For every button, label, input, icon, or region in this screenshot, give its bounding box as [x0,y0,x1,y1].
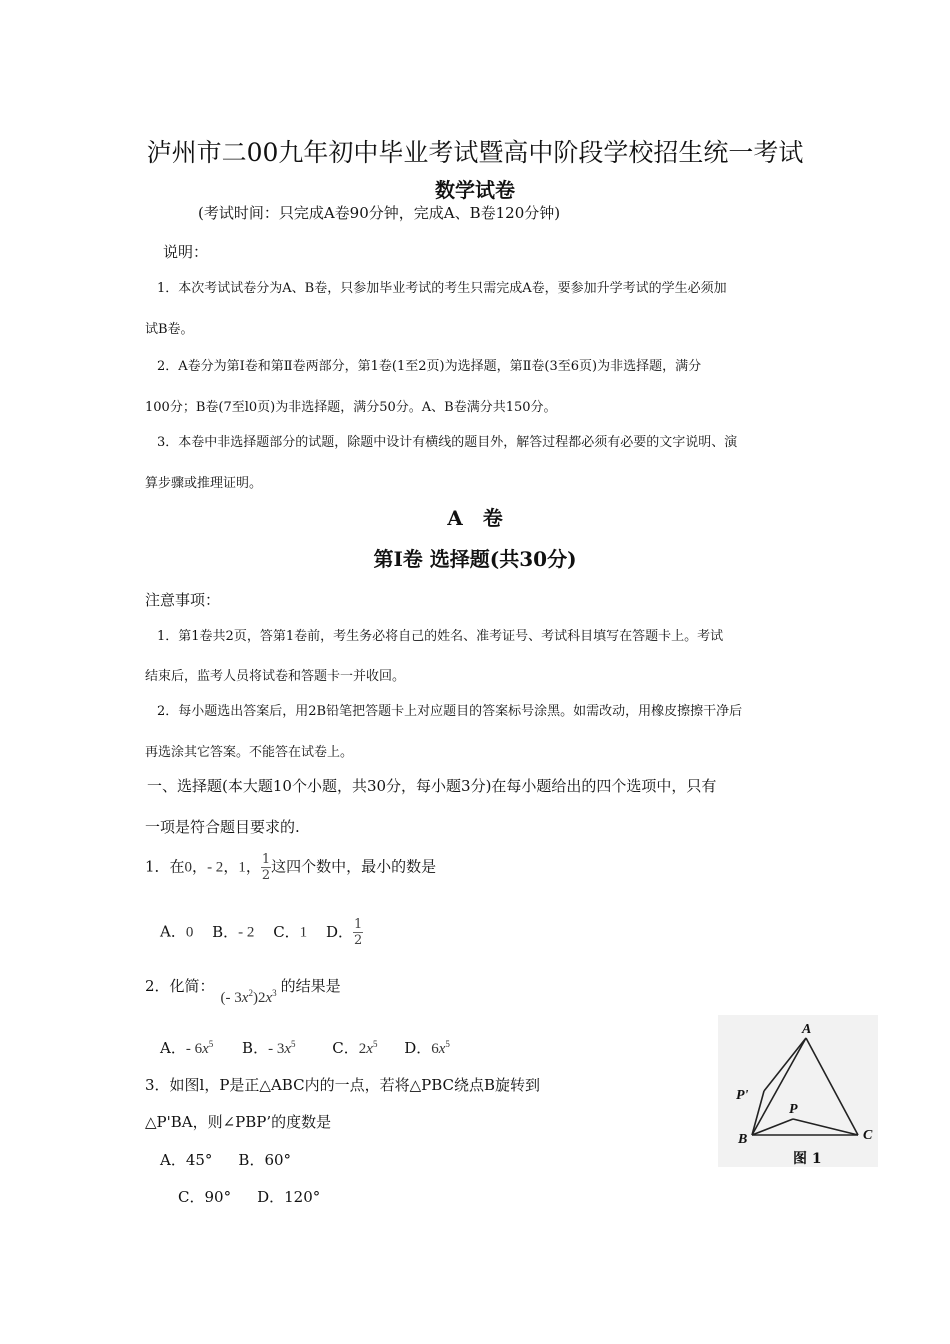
q2-expr-open: (- 3 [220,990,242,1006]
q1-fraction [261,852,271,883]
q1-optB-label: B． [212,922,239,941]
q1-optD-den: 2 [353,933,363,948]
q1-optB: - 2 [238,924,255,941]
q2-optD-exp: 5 [445,1039,450,1049]
part-heading: 第Ⅰ卷 选择题(共30分) [373,547,577,571]
q1-number-0: 0 [184,859,193,876]
instruction-3-line1: 3．本卷中非选择题部分的试题，除题中设计有横线的题目外，解答过程都必须有必要的文字说明、演 [157,435,738,450]
q2-optA-exp: 5 [208,1039,214,1049]
note-2-line2: 再选涂其它答案。不能答在试卷上。 [145,745,354,760]
q2-optD-label: D． [404,1039,432,1057]
q2-optB-var: x [284,1041,291,1057]
q1-options [160,917,363,948]
q2-optA-label: A． [160,1039,186,1057]
q1-prefix: 1．在 [145,857,185,876]
label-P: P [789,1102,798,1117]
q3-options-row1 [160,1149,291,1170]
q1-optD-num: 1 [353,917,363,932]
part1-intro-line2: 一项是符合题目要求的. [145,818,300,836]
q2-var-2: x [265,990,273,1006]
part1-intro-line1: 一、选择题(本大题10个小题，共30分，每小题3分)在每小题给出的四个选项中，只有 [147,777,717,795]
label-B: B [738,1132,748,1147]
q1-number-minus2: - 2 [207,859,224,876]
q1-optC: 1 [299,924,308,941]
q1-number-1: 1 [238,859,246,876]
label-C: C [863,1128,873,1143]
question-1: 1．在0，- 2，1， $\frac{1}{2}$ 这四个数中，最小的数是 [145,852,437,883]
q2-prefix: 2．化简： [145,977,215,995]
time-note: (考试时间：只完成A卷90分钟，完成A、B卷120分钟) [198,204,561,222]
q2-optD-coef: 6 [431,1041,439,1057]
edge-AC [806,1038,858,1135]
q2-optC-exp: 5 [372,1039,378,1049]
q1-fraction-den: 2 [261,868,271,883]
exam-title: 泸州市二00九年初中毕业考试暨高中阶段学校招生统一考试 [146,138,804,167]
q2-optD-var: x [438,1041,446,1057]
triangle-diagram [718,1015,878,1167]
q2-optB-label: B． [242,1039,269,1057]
q2-optB-exp: 5 [291,1039,296,1049]
q2-exp-1: 2 [248,988,253,998]
q2-var-1: x [241,990,249,1006]
instruction-2-line1: 2．A卷分为第Ⅰ卷和第Ⅱ卷两部分，第1卷(1至2页)为选择题，第Ⅱ卷(3至6页)为非选择题，满分 [157,359,702,374]
exam-subtitle: 数学试卷 [435,178,515,202]
segment-PprimeA [764,1038,806,1091]
note-1-line2: 结束后，监考人员将试卷和答题卡一并收回。 [145,669,406,684]
q2-suffix: 的结果是 [280,977,341,995]
question-2 [145,975,341,1006]
q1-suffix: 这四个数中，最小的数是 [271,857,437,876]
q3-optB: B．60° [238,1151,292,1169]
q2-optA-coef: - 6 [185,1041,203,1057]
note-1-line1: 1．第1卷共2页，答第1卷前，考生务必将自己的姓名、准考证号、考试科目填写在答题卡上。考试 [157,629,724,644]
q2-expr-mid: )2 [252,990,266,1006]
label-Pprime: P' [736,1088,749,1103]
segment-BPprime [752,1091,764,1135]
q1-optA: 0 [185,924,194,941]
q3-line2: △P'BA，则∠PBP’的度数是 [145,1113,332,1131]
instruction-1-line1: 1．本次考试试卷分为A、B卷，只参加毕业考试的考生只需完成A卷，要参加升学考试的学生必须加 [157,281,727,296]
q2-exp-2: 3 [272,988,277,998]
notes-heading: 注意事项： [145,591,221,609]
q2-optC-label: C． [332,1039,359,1057]
volume-heading: A 卷 [447,506,503,530]
segment-PC [793,1119,858,1135]
q3-optA: A．45° [160,1151,213,1169]
q2-optB-coef: - 3 [268,1041,285,1057]
figure-1 [718,1015,878,1167]
instruction-2-line2: 100分；B卷(7至l0页)为非选择题，满分50分。A、B卷满分共150分。 [145,400,557,415]
q3-line1: 3．如图l，P是正△ABC内的一点，若将△PBC绕点B旋转到 [145,1076,541,1094]
q1-optC-label: C． [273,922,300,941]
instruction-3-line2: 算步骤或推理证明。 [145,476,263,491]
label-A: A [802,1022,812,1037]
q3-optD: D．120° [257,1188,321,1206]
q2-optC-var: x [366,1041,373,1057]
q1-optD-label: D． [325,922,353,941]
instructions-heading: 说明： [163,243,209,261]
q2-optC-coef: 2 [358,1041,367,1057]
note-2-line1: 2．每小题选出答案后，用2B铅笔把答题卡上对应题目的答案标号涂黑。如需改动，用橡皮擦擦干净后 [157,704,743,719]
q1-optD-fraction [353,917,363,948]
instruction-1-line2: 试B卷。 [145,322,194,337]
q3-optC: C．90° [178,1188,232,1206]
q2-optA-var: x [202,1041,209,1057]
q1-fraction-num: 1 [261,852,271,867]
q2-options [160,1037,450,1058]
q3-options-row2 [178,1186,320,1207]
q1-optA-label: A． [160,922,186,941]
segment-BP [752,1119,793,1135]
figure-caption: 图 1 [793,1151,822,1167]
